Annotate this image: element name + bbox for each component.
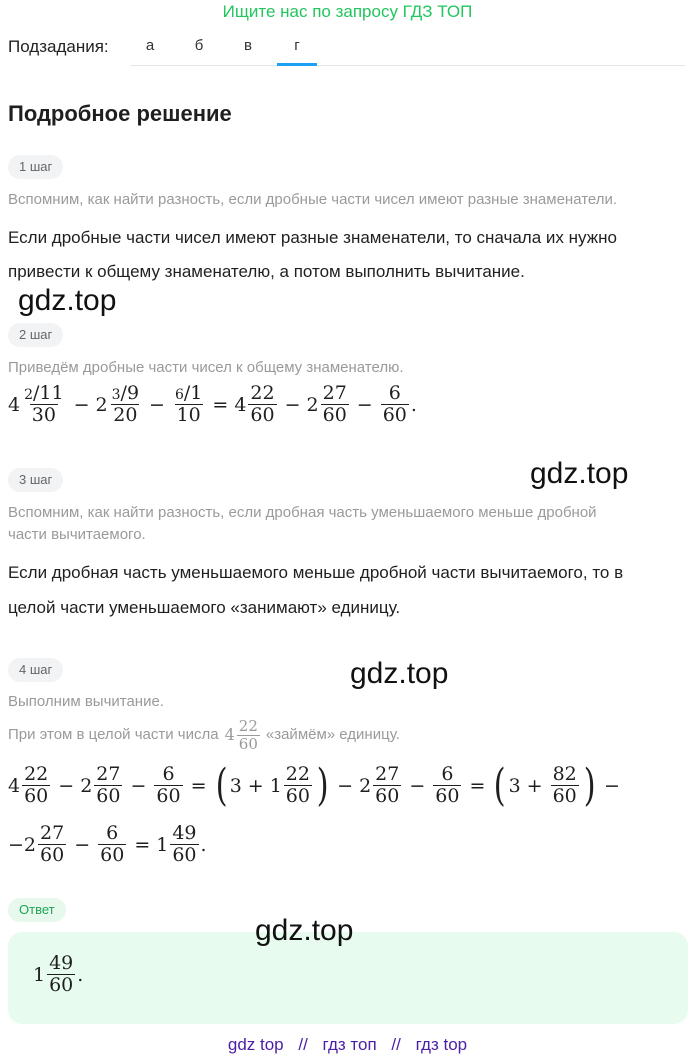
subtasks-label: Подзадания:: [8, 37, 109, 56]
tab-active-indicator: [277, 63, 317, 66]
step-4-hint-line-1: Выполним вычитание.: [8, 693, 164, 710]
step-1-hint: Вспомним, как найти разность, если дробные части чисел имеют разные знаменатели.: [8, 191, 618, 208]
answer-badge: Ответ: [8, 898, 66, 922]
watermark: gdz.top: [350, 657, 449, 690]
answer-value: 1 $\frac{49}{60}$ .: [33, 952, 84, 996]
watermark: gdz.top: [18, 284, 117, 317]
step-3-text-line-1: Если дробная часть уменьшаемого меньше дробной части вычитаемого, то в: [8, 563, 624, 582]
step-2-hint: Приведём дробные части чисел к общему знаменателю.: [8, 359, 404, 376]
footer-separator: //: [298, 1035, 308, 1054]
tab-v[interactable]: в: [244, 37, 252, 54]
tabs-divider: [130, 65, 685, 66]
tab-b[interactable]: б: [194, 37, 204, 54]
promo-text[interactable]: Ищите нас по запросу ГДЗ ТОП: [222, 2, 473, 21]
step-1-badge: 1 шаг: [8, 155, 63, 179]
watermark: gdz.top: [255, 914, 354, 947]
step-4-equation-line-1: 4 $\frac{22}{60}$ − 2 $\frac{27}{60}$ − $\frac{6}{60}$ = ( 3 + 1 $\frac{22}{60}$ ) − 2 $\frac{27}{60}$ − $\frac{6}{60}$ = ( 3 + $\frac{82}{60}$ ) −: [8, 760, 620, 811]
step-4-equation-line-2: − 2 $\frac{27}{60}$ − $\frac{6}{60}$ = 1 $\frac{49}{60}$ .: [8, 822, 207, 866]
step-1-text-line-1: Если дробные части чисел имеют разные знаменатели, то сначала их нужно: [8, 228, 617, 247]
footer-link[interactable]: гдз топ: [322, 1035, 377, 1054]
tab-a[interactable]: а: [145, 37, 155, 54]
step-2-badge: 2 шаг: [8, 323, 63, 347]
footer-separator: //: [391, 1035, 401, 1054]
footer-link[interactable]: gdz top: [227, 1035, 284, 1054]
step-3-text-line-2: целой части уменьшаемого «занимают» единицу.: [8, 598, 401, 617]
step-4-hint-line-2: При этом в целой части числа 4 $\frac{22}{60}$ «займём» единицу.: [8, 717, 400, 753]
page-title: Подробное решение: [8, 101, 232, 126]
tab-g[interactable]: г: [294, 37, 300, 54]
step-3-hint-line-1: Вспомним, как найти разность, если дробная часть уменьшаемого меньше дробной: [8, 504, 597, 521]
footer-links: [0, 1035, 695, 1055]
step-3-hint-line-2: части вычитаемого.: [8, 526, 146, 543]
footer-link[interactable]: гдз top: [415, 1035, 468, 1054]
step-3-badge: 3 шаг: [8, 468, 63, 492]
watermark: gdz.top: [530, 457, 629, 490]
step-1-text-line-2: привести к общему знаменателю, а потом выполнить вычитание.: [8, 262, 525, 281]
step-2-equation: 4 $\frac{2/11}{30}$ − 2 $\frac{3/9}{20}$ − $\frac{6/1}{10}$ = 4 $\frac{22}{60}$ − 2 $\frac{27}{60}$ − $\frac{6}{60}$ .: [8, 382, 417, 426]
step-4-badge: 4 шаг: [8, 658, 63, 682]
